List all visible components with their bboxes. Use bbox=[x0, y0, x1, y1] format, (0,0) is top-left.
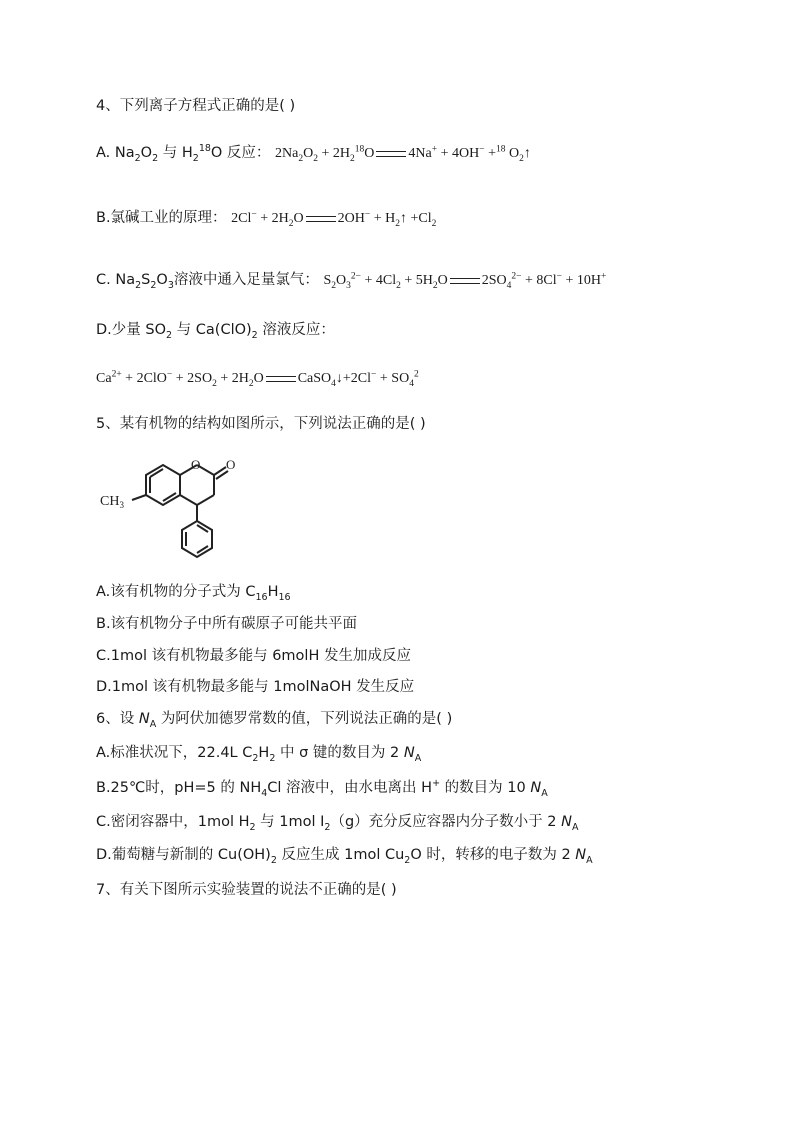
q4-option-d: D.少量 $SO_2$ 与 $Ca(ClO)_2$ 溶液反应： bbox=[96, 322, 335, 341]
methyl-label: $CH_3$ bbox=[100, 494, 124, 510]
equals-arrow-icon bbox=[306, 216, 336, 222]
q5-option-b: B.该有机物分子中所有碳原子可能共平面 bbox=[96, 616, 358, 632]
q4-option-a: A. $Na_2O_2$ 与 $H_2^{18}O$ 反应： $2Na_2O_2 + 2H_2^{18}O$ 4Na+ + 4OH− +$^{18}$ $O_2↑$ bbox=[96, 143, 531, 164]
q7-stem: 7、有关下图所示实验装置的说法不正确的是( ) bbox=[96, 882, 397, 898]
q5-option-c: C.1mol 该有机物最多能与 6molH 发生加成反应 bbox=[96, 648, 411, 664]
q4-stem: 4、下列离子方程式正确的是( ) bbox=[96, 98, 296, 114]
oxygen-carbonyl-label: O bbox=[226, 457, 236, 472]
q6-option-c: C.密闭容器中，1mol $H_2$ 与 1mol $I_2(g)$充分反应容器内分子数小于 2 $N_A$ bbox=[96, 814, 579, 833]
equals-arrow-icon bbox=[266, 376, 296, 382]
q6-option-b: B.25℃时，pH=5 的 $NH_4Cl$ 溶液中，由水电离出 H+ 的数目为 10 $N_A$ bbox=[96, 778, 548, 799]
q5-stem: 5、某有机物的结构如图所示，下列说法正确的是( ) bbox=[96, 416, 426, 432]
q6-stem: 6、设 $N_A$ 为阿伏加德罗常数的值，下列说法正确的是( ) bbox=[96, 711, 453, 730]
q5-option-a: A.该有机物的分子式为 $C_{16}H_{16}$ bbox=[96, 584, 291, 603]
equals-arrow-icon bbox=[376, 151, 406, 157]
q4-option-d-equation: $Ca^{2+} + 2ClO^- + 2SO_2 + 2H_2O$ CaSO$_4$↓+2Cl− + $SO_4^2$ bbox=[96, 369, 419, 389]
q4-option-c: C. $Na_2S_2O_3$溶液中通入足量氯气： $S_2O_3^{2-} + 4Cl_2 + 5H_2O$ $2SO_4^{2-} + 8Cl^- + 10H^+$ bbox=[96, 271, 607, 291]
q6-option-d: D.葡萄糖与新制的 $Cu(OH)_2$ 反应生成 1mol $Cu_2O$ 时，转移的电子数为 2 $N_A$ bbox=[96, 847, 593, 866]
molecule-structure-figure bbox=[98, 455, 248, 570]
q6-option-a: A.标准状况下，22.4L $C_2H_2$ 中 σ 键的数目为 2 $N_A$ bbox=[96, 745, 422, 764]
q5-option-d: D.1mol 该有机物最多能与 1molNaOH 发生反应 bbox=[96, 679, 415, 695]
oxygen-ring-label: O bbox=[191, 457, 201, 472]
equals-arrow-icon bbox=[450, 278, 480, 284]
q4-option-b: B.氯碱工业的原理： $2Cl^- + 2H_2O$ $2OH^- + H_2↑ +Cl_2$ bbox=[96, 209, 437, 229]
